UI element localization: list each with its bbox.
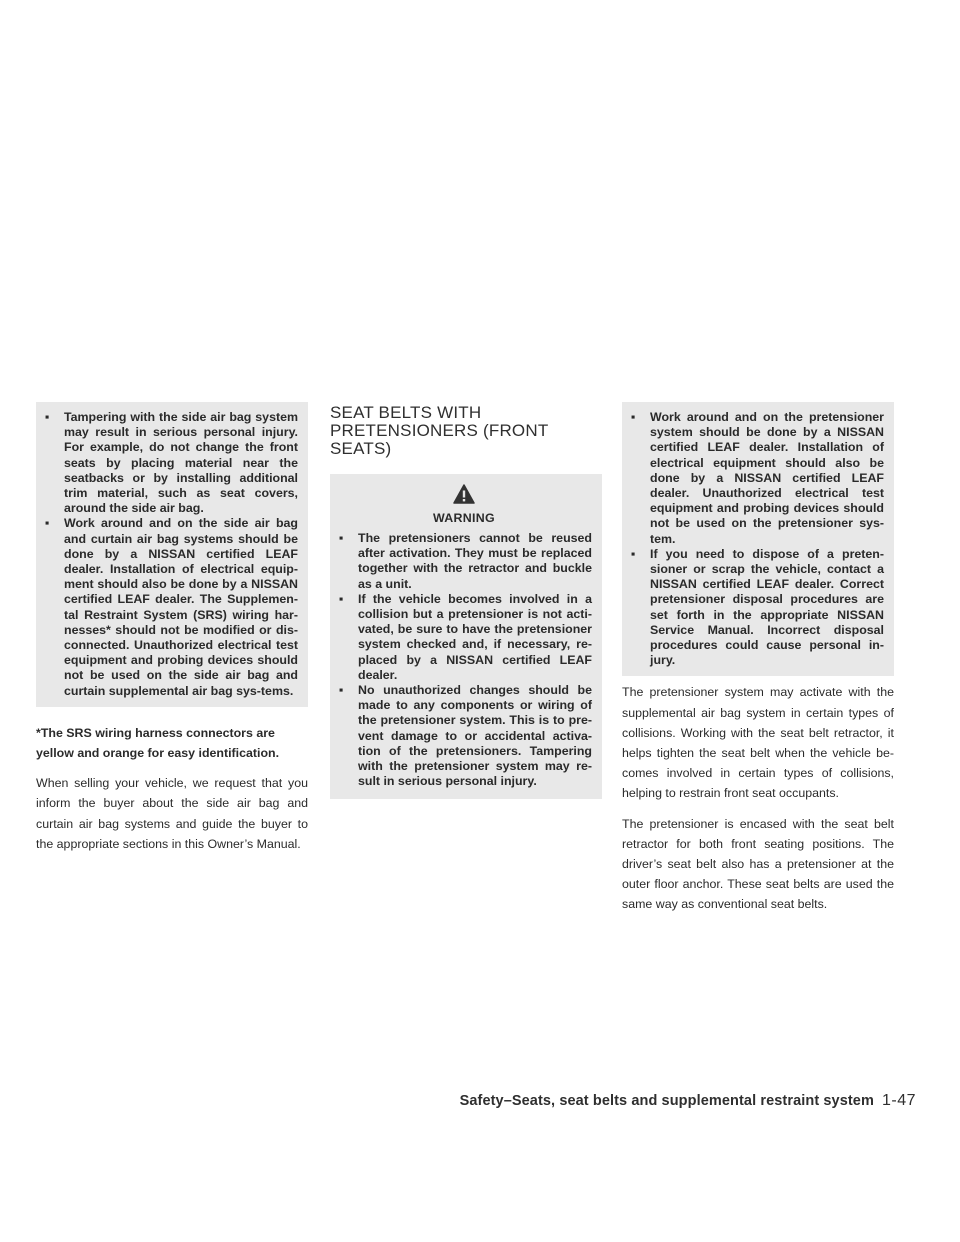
bullet-icon: ▪: [631, 546, 636, 561]
body-paragraph: The pretensioner system may activate with the supplemental air bag system in certain types of collisions. Working with the seat belt retractor, it helps tighten the seat belt when the vehicle be-comes involved in certain types of collisions, helping to restrain front seat occupants.: [622, 685, 894, 801]
body-paragraph: When selling your vehicle, we request that you inform the buyer about the side air bag and curtain air bag systems and guide the buyer to the appropriate sections in this Owner’s Manual.: [36, 776, 308, 851]
footer-section-title: Safety–Seats, seat belts and supplemental restraint system: [459, 1093, 874, 1109]
bullet-icon: ▪: [631, 410, 636, 424]
warning-item: ▪ Work around and on the pretensioner system should be done by a NISSAN certified LEAF dealer. Installation of electrical equipment should also be done by a NISSAN certified LEAF dealer. Unauthorized electrical test equipment and probing devices should not be used on the pretensioner sys-tem.: [631, 410, 884, 546]
warning-item: ▪ If you need to dispose of a preten-sioner or scrap the vehicle, contact a NISSAN certified LEAF dealer. Correct pretensioner disposal procedures are set forth in the appropriate NISSAN Service Manual. Incorrect disposal procedures could cause personal in-jury.: [631, 546, 884, 668]
page-number: 1-47: [881, 1092, 916, 1109]
warning-box-pretensioner: [330, 474, 602, 799]
right-column: [622, 402, 894, 925]
bullet-icon: ▪: [339, 591, 344, 606]
warning-item: ▪ The pretensioners cannot be reused after activation. They must be replaced together with the retractor and buckle as a unit.: [339, 531, 592, 591]
left-column: [36, 402, 308, 864]
warning-box-pretensioner-cont: [622, 402, 894, 676]
warning-item: ▪ If the vehicle becomes involved in a collision but a pretensioner is not acti-vated, be sure to have the pretensioner system checked and, if necessary, re-placed by a NISSAN certified LEAF dealer.: [339, 591, 592, 682]
warning-header: [336, 480, 592, 531]
middle-column: [330, 404, 602, 799]
bullet-icon: ▪: [45, 410, 50, 424]
section-heading: SEAT BELTS WITH PRETENSIONERS (FRONT SEATS): [330, 403, 549, 458]
body-paragraph: The pretensioner is encased with the seat belt retractor for both front seating positions. The driver’s seat belt also has a pretensioner at the outer floor anchor. These seat belts are used the same way as conventional seat belts.: [622, 816, 894, 912]
harness-note: *The SRS wiring harness connectors are yellow and orange for easy identification.: [36, 725, 280, 761]
warning-item: ▪ Tampering with the side air bag system may result in serious personal injury. For example, do not change the front seats by placing material near the seatbacks or by installing additional trim material, such as seat covers, around the side air bag.: [45, 410, 298, 516]
page-footer: [460, 1092, 916, 1110]
bullet-icon: ▪: [45, 516, 50, 531]
warning-title: WARNING: [433, 511, 495, 525]
warning-triangle-icon: [453, 484, 475, 509]
warning-box-side-airbag: [36, 402, 308, 707]
warning-item: ▪ Work around and on the side air bag and curtain air bag systems should be done by a NISSAN certified LEAF dealer. Installation of electrical equip-ment should also be done by a NISSAN certified LEAF dealer. The Supplemen-tal Restraint System (SRS) wiring har-nesses* should not be modified or dis-connected. Unauthorized electrical test equipment and probing devices should not be used on the side air bag and curtain supplemental air bag sys-tems.: [45, 516, 298, 698]
bullet-icon: ▪: [339, 531, 344, 545]
bullet-icon: ▪: [339, 683, 344, 698]
warning-item: ▪ No unauthorized changes should be made to any components or wiring of the pretensioner system. This is to pre-vent damage to or accidental activa-tion of the pretensioners. Tampering with the pretensioner system may re-sult in serious personal injury.: [339, 683, 592, 789]
